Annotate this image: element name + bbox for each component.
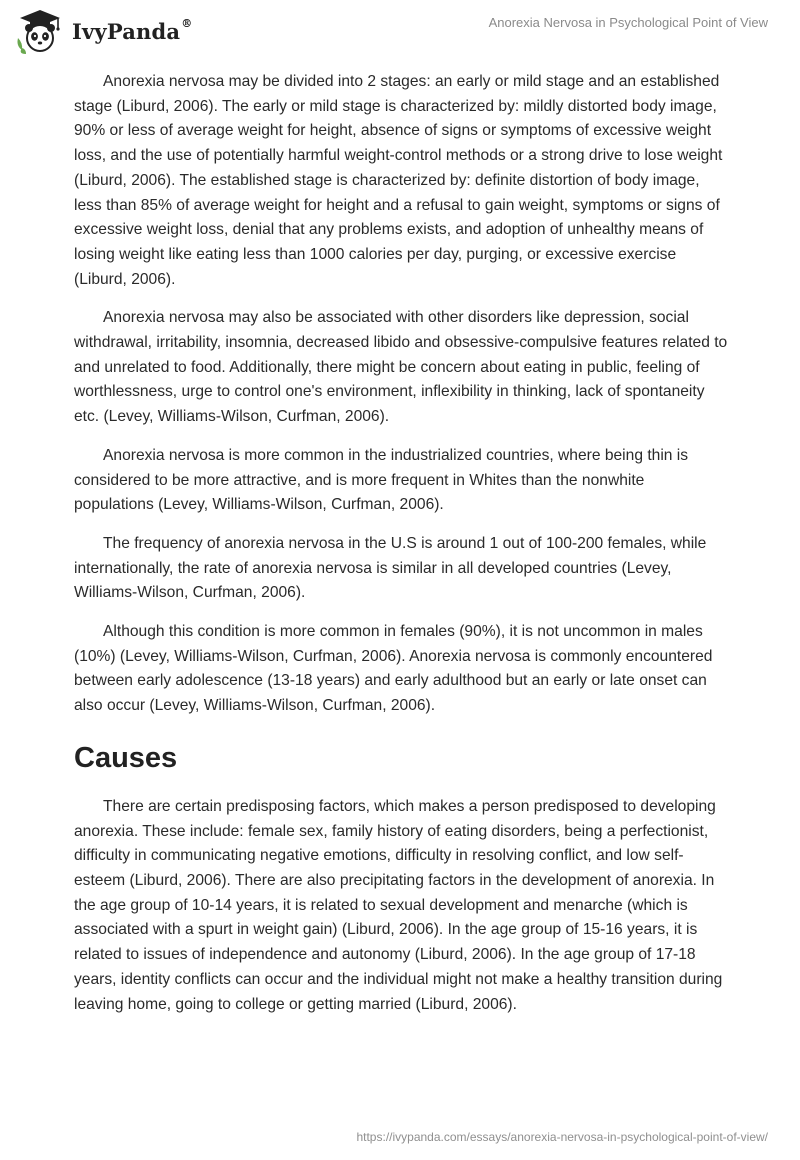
brand-logo[interactable] [14,8,192,54]
paragraph-gender-age: Although this condition is more common in females (90%), it is not uncommon in males (10%) (Levey, Williams-Wilson, Curfman, 2006). Anorexia nervosa is commonly encountered between early adolescence (13-18 years) and early adulthood but an early or late onset can also occur (Levey, Williams-Wilson, Curfman, 2006). [74,623,713,715]
essay-content [74,70,728,1031]
paragraph-associated-disorders: Anorexia nervosa may also be associated with other disorders like depression, social withdrawal, irritability, insomnia, decreased libido and obsessive-compulsive features related to and unrelated to food. Additionally, there might be concern about eating in public, feeling of worthlessness, urge to control one's environment, inflexibility in thinking, lack of spontaneity etc. (Levey, Williams-Wilson, Curfman, 2006). [74,309,728,426]
section-heading-causes: Causes [74,741,178,774]
panda-graduation-cap-icon [14,8,66,54]
paragraph-stages: Anorexia nervosa may be divided into 2 stages: an early or mild stage and an established stage (Liburd, 2006). The early or mild stage is characterized by: mildly distorted body image, 90% or less of average weight for height, absence of signs or symptoms of excessive weight loss, and the use of potentially harmful weight-control methods or a strong drive to lose weight (Liburd, 2006). The established stage is characterized by: definite distortion of body image, less than 85% of average weight for height and a refusal to gain weight, symptoms or signs of excessive weight loss, denial that any problems exists, and adoption of unhealthy means of losing weight like eating less than 1000 calories per day, purging, or excessive exercise (Liburd, 2006). [74,73,723,288]
registered-mark: ® [181,16,193,30]
page-header [0,0,800,60]
paragraph-frequency: The frequency of anorexia nervosa in the U.S is around 1 out of 100-200 females, while internationally, the rate of anorexia nervosa is similar in all developed countries (Levey, Williams-Wilson, Curfman, 2006). [74,534,707,602]
paragraph-causes: There are certain predisposing factors, which makes a person predisposed to developing anorexia. These include: female sex, family history of eating disorders, being a perfectionist, difficulty in communicating negative emotions, difficulty in resolving conflict, and low self-esteem (Liburd, 2006). There are also precipitating factors in the development of anorexia. In the age group of 10-14 years, it is related to sexual development and menarche (which is associated with a spurt in weight gain) (Liburd, 2006). In the age group of 15-16 years, it is related to issues of independence and autonomy (Liburd, 2006). In the age group of 17-18 years, identity conflicts can occur and the individual might not make a healthy transition during leaving home, going to college or getting married (Liburd, 2006). [74,797,723,1013]
paragraph-prevalence-industrialized: Anorexia nervosa is more common in the industrialized countries, where being thin is considered to be more attractive, and is more frequent in Whites than the nonwhite populations (Levey, Williams-Wilson, Curfman, 2006). [74,446,689,514]
brand-name: IvyPanda® [72,16,193,44]
document-title: Anorexia Nervosa in Psychological Point of View [488,15,768,30]
source-url[interactable]: https://ivypanda.com/essays/anorexia-nervosa-in-psychological-point-of-view/ [356,1130,768,1144]
